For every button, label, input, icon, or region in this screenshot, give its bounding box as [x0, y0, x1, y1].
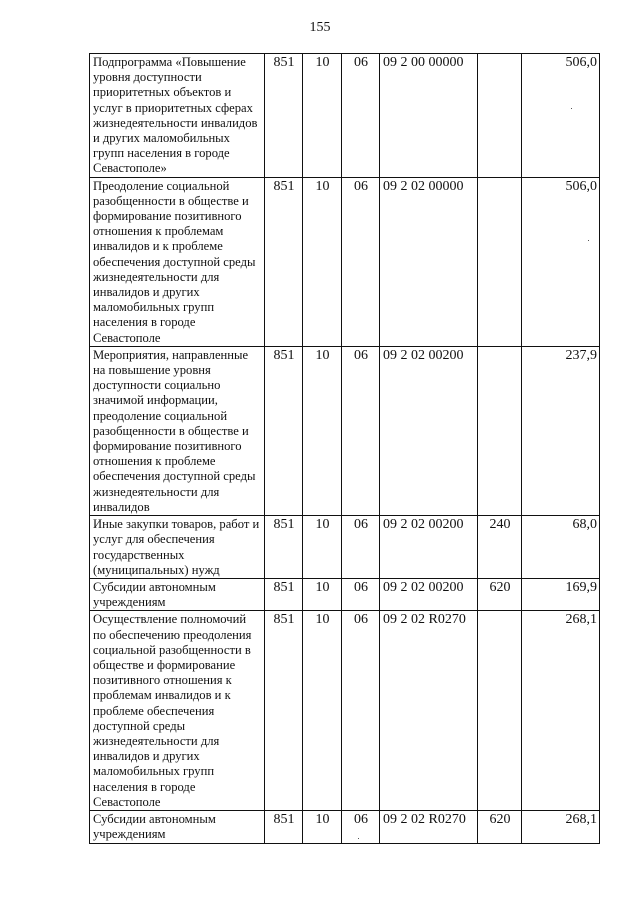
section-code: 10	[303, 516, 342, 579]
scan-speck	[358, 838, 359, 839]
expense-type-code: 240	[478, 516, 522, 579]
row-name: Субсидии автономным учреждениям	[90, 578, 265, 610]
amount: 237,9	[522, 346, 600, 515]
subsection-code: 06	[342, 346, 380, 515]
target-article-code: 09 2 02 00000	[380, 177, 478, 346]
target-article-code: 09 2 02 00200	[380, 346, 478, 515]
target-article-code: 09 2 02 00200	[380, 516, 478, 579]
scan-speck	[588, 240, 589, 241]
table-row	[90, 346, 600, 515]
target-article-code: 09 2 02 R0270	[380, 810, 478, 843]
section-code: 10	[303, 810, 342, 843]
row-name: Иные закупки товаров, работ и услуг для обеспечения государственных (муниципальных) нужд	[90, 516, 265, 579]
subsection-code: 06	[342, 810, 380, 843]
gov-code: 851	[265, 54, 303, 178]
row-name: Осуществление полномочий по обеспечению преодоления социальной разобщенности в обществе и формирование позитивного отношения к проблемам инвалидов и к проблеме обеспечения доступной среды жизнедеятельности для инвалидов и других маломобильных групп населения в городе Севастополе	[90, 611, 265, 811]
amount: 169,9	[522, 578, 600, 610]
subsection-code: 06	[342, 177, 380, 346]
gov-code: 851	[265, 346, 303, 515]
table-row	[90, 810, 600, 843]
target-article-code: 09 2 02 00200	[380, 578, 478, 610]
gov-code: 851	[265, 810, 303, 843]
row-name: Подпрограмма «Повышение уровня доступности приоритетных объектов и услуг в приоритетных сферах жизнедеятельности инвалидов и других маломобильных групп населения в городе Севастополе»	[90, 54, 265, 178]
row-name: Мероприятия, направленные на повышение уровня доступности социально значимой информации, преодоление социальной разобщенности в обществе и формирование позитивного отношения к проблеме обеспечения доступной среды жизнедеятельности для инвалидов	[90, 346, 265, 515]
subsection-code: 06	[342, 611, 380, 811]
table-row	[90, 611, 600, 811]
section-code: 10	[303, 346, 342, 515]
gov-code: 851	[265, 578, 303, 610]
table-row	[90, 54, 600, 178]
subsection-code: 06	[342, 54, 380, 178]
amount: 268,1	[522, 810, 600, 843]
row-name: Субсидии автономным учреждениям	[90, 810, 265, 843]
expense-type-code	[478, 611, 522, 811]
subsection-code: 06	[342, 516, 380, 579]
subsection-code: 06	[342, 578, 380, 610]
section-code: 10	[303, 578, 342, 610]
scan-speck	[571, 108, 572, 109]
row-name: Преодоление социальной разобщенности в обществе и формирование позитивного отношения к проблемам инвалидов и к проблеме обеспечения доступной среды жизнедеятельности для инвалидов и других маломобильных групп населения в городе Севастополе	[90, 177, 265, 346]
amount: 268,1	[522, 611, 600, 811]
table-row	[90, 578, 600, 610]
amount: 68,0	[522, 516, 600, 579]
target-article-code: 09 2 00 00000	[380, 54, 478, 178]
expense-type-code	[478, 54, 522, 178]
page-number: 155	[309, 20, 331, 35]
amount: 506,0	[522, 177, 600, 346]
budget-table	[89, 53, 600, 844]
amount: 506,0	[522, 54, 600, 178]
expense-type-code: 620	[478, 810, 522, 843]
target-article-code: 09 2 02 R0270	[380, 611, 478, 811]
section-code: 10	[303, 611, 342, 811]
gov-code: 851	[265, 611, 303, 811]
section-code: 10	[303, 54, 342, 178]
section-code: 10	[303, 177, 342, 346]
expense-type-code: 620	[478, 578, 522, 610]
expense-type-code	[478, 346, 522, 515]
table-row	[90, 516, 600, 579]
table-row	[90, 177, 600, 346]
gov-code: 851	[265, 177, 303, 346]
gov-code: 851	[265, 516, 303, 579]
expense-type-code	[478, 177, 522, 346]
